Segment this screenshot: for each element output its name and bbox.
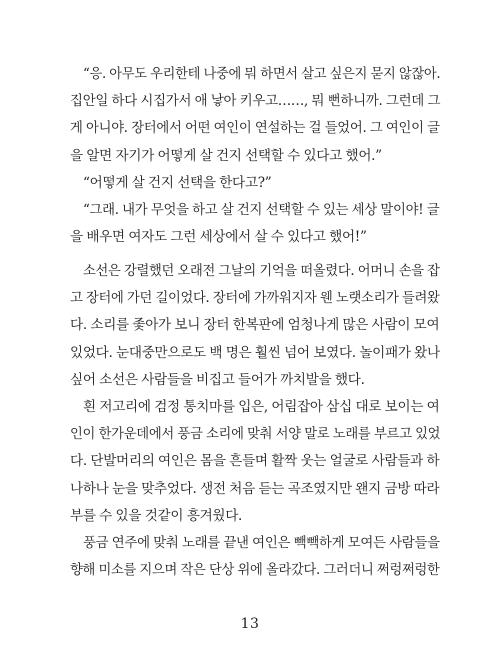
text-line: 싶어 소선은 사람들을 비집고 들어가 까치발을 했다.	[70, 371, 365, 388]
text-line: 을 배우면 여자도 그런 세상에서 살 수 있다고 했어!”	[70, 229, 367, 246]
text-line: 인이 한가운데에서 풍금 소리에 맞춰 서양 말로 노래를 부르고 있었	[70, 426, 441, 443]
text-line: 나하나 눈을 맞추었다. 생전 처음 듣는 곡조였지만 왠지 금방 따라	[70, 480, 440, 497]
text-line: 소선은 강렬했던 오래전 그날의 기억을 떠올렸다. 어머니 손을 잡	[83, 263, 440, 279]
text-line: “어떻게 살 건지 선택을 한다고?”	[83, 174, 272, 191]
text-line: 다. 소리를 좇아가 보니 장터 한복판에 엄청나게 많은 사람이 모여	[70, 317, 440, 334]
text-line: 게 아니야. 장터에서 어떤 여인이 연설하는 걸 들었어. 그 여인이 글	[70, 120, 440, 137]
text-line: 집안일 하다 시집가서 애 낳아 키우고……, 뭐 뻔하니까. 그런데 그	[70, 93, 441, 110]
text-line: 고 장터에 가던 길이었다. 장터에 가까워지자 웬 노랫소리가 들려왔	[70, 290, 440, 307]
text-line: “그래. 내가 무엇을 하고 살 건지 선택할 수 있는 세상 말이야! 글	[83, 201, 440, 218]
text-line: 향해 미소를 지으며 작은 단상 위에 올라갔다. 그러더니 쩌렁쩌렁한	[70, 562, 440, 579]
text-line: “응. 아무도 우리한테 나중에 뭐 하면서 살고 싶은지 묻지 않잖아.	[83, 66, 441, 82]
text-line: 부를 수 있을 것같이 흥겨웠다.	[70, 507, 243, 524]
text-line: 풍금 연주에 맞춰 노래를 끝낸 여인은 빽빽하게 모여든 사람들을	[83, 534, 440, 551]
page-number: 13	[240, 616, 260, 632]
text-line: 을 알면 자기가 어떻게 살 건지 선택할 수 있다고 했어.”	[70, 147, 382, 164]
dialogue-section	[70, 61, 440, 251]
narrative-section	[70, 258, 440, 584]
text-line: 다. 단발머리의 여인은 몸을 흔들며 활짝 웃는 얼굴로 사람들과 하	[70, 453, 440, 470]
text-line: 있었다. 눈대중만으로도 백 명은 훨씬 넘어 보였다. 놀이패가 왔나	[70, 344, 440, 361]
text-line: 흰 저고리에 검정 통치마를 입은, 어림잡아 삼십 대로 보이는 여	[83, 398, 440, 415]
